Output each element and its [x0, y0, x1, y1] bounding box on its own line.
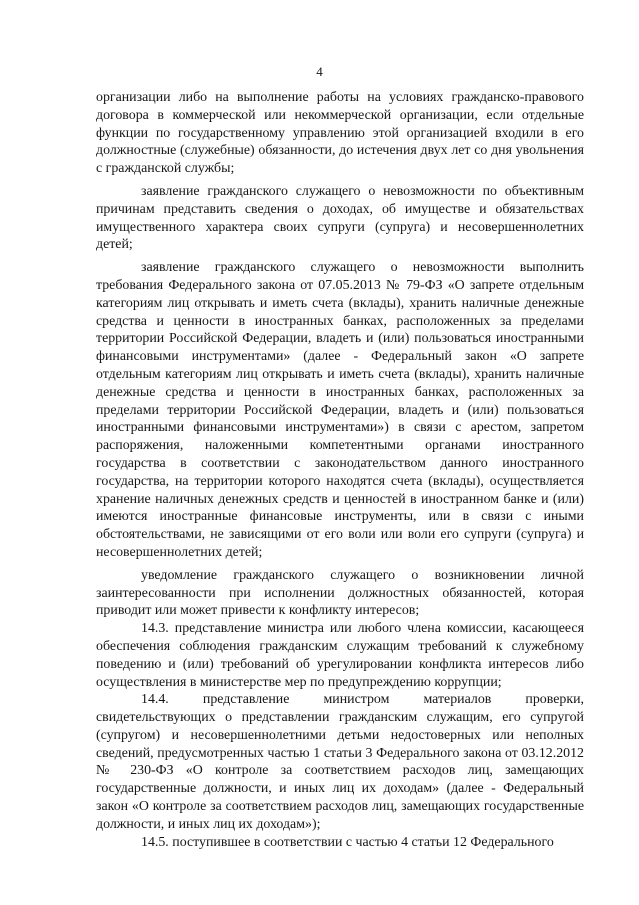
paragraph-statement-income: заявление гражданского служащего о невозможности по объективным причинам представить сведения о доходах, об имуществе и обязательствах имущественного характера своих супруги (супруга) и несовершеннолетних детей;	[96, 183, 584, 253]
paragraph-statement-foreign-accounts: заявление гражданского служащего о невозможности выполнить требования Федерального закона от 07.05.2013 № 79-ФЗ «О запрете отдельным категориям лиц открывать и иметь счета (вклады), хранить наличные денежные средства и ценности в иностранных банках, расположенных за пределами территории Российской Федерации, владеть и (или) пользоваться иностранными финансовыми инструментами» (далее - Федеральный закон «О запрете отдельным категориям лиц открывать и иметь счета (вклады), хранить наличные денежные средства и ценности в иностранных банках, расположенных за пределами территории Российской Федерации, владеть и (или) пользоваться иностранными финансовыми инструментами») в связи с арестом, запретом распоряжения, наложенными компетентными органами иностранного государства в соответствии с законодательством данного иностранного государства, на территории которого находятся счета (вклады), осуществляется хранение наличных денежных средств и ценностей в иностранном банке и (или) имеются иностранные финансовые инструменты, или в связи с иными обстоятельствами, не зависящими от его воли или воли его супруги (супруга) и несовершеннолетних детей;	[96, 260, 584, 560]
paragraph-14-3: 14.3. представление министра или любого члена комиссии, касающееся обеспечения соблюдения гражданским служащим требований к служебному поведению и (или) требований об урегулировании конфликта интересов либо осуществления в министерстве мер по предупреждению коррупции;	[96, 621, 584, 690]
paragraph-14-4: 14.4. представление министром материалов проверки, свидетельствующих о представлении гражданским служащим, его супругой (супругом) и несовершеннолетними детьми недостоверных или неполных сведений, предусмотренных частью 1 статьи 3 Федерального закона от 03.12.2012 № 230-ФЗ «О контроле за соответствием расходов лиц, замещающих государственные должности, и иных лиц их доходам» (далее - Федеральный закон «О контроле за соответствием расходов лиц, замещающих государственные должности, и иных лиц их доходам»);	[96, 692, 584, 832]
document-body	[96, 89, 584, 851]
paragraph-14-5: 14.5. поступившее в соответствии с частью 4 статьи 12 Федерального	[141, 834, 554, 850]
paragraph-conflict-notice: уведомление гражданского служащего о возникновении личной заинтересованности при исполнении должностных обязанностей, которая приводит или может привести к конфликту интересов;	[96, 567, 584, 619]
paragraph-continuation: организации либо на выполнение работы на условиях гражданско-правового договора в коммерческой или некоммерческой организации, если отдельные функции по государственному управлению этой организацией входили в его должностные (служебные) обязанности, до истечения двух лет со дня увольнения с гражданской службы;	[96, 90, 584, 177]
page-number: 4	[316, 64, 323, 79]
